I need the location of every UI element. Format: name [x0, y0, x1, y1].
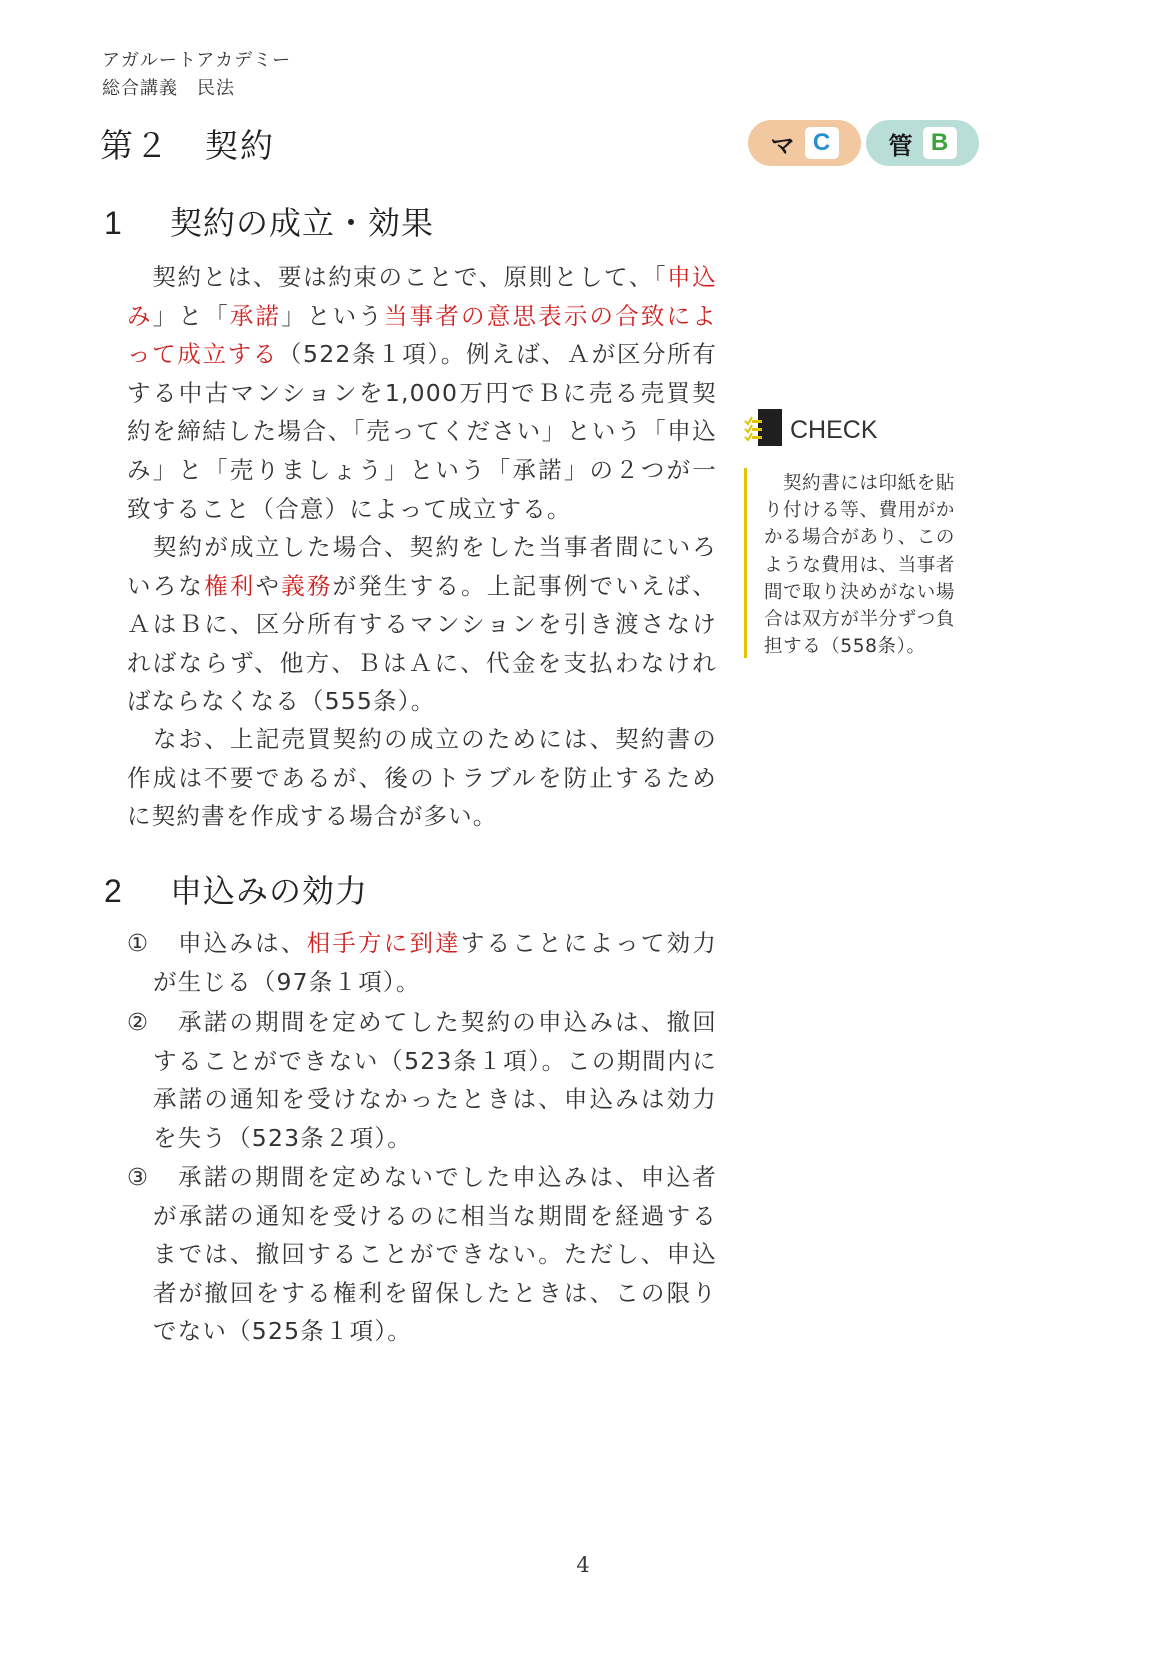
list-marker: ①	[127, 929, 150, 957]
text-run: 申込みは、	[177, 929, 307, 957]
list-marker: ③	[127, 1163, 150, 1191]
checklist-icon	[744, 408, 784, 452]
emphasis-text: 義務	[281, 571, 333, 600]
text-run: 承諾の期間を定めてした契約の申込みは、撤回することができない（523条１項）。この期間内に承諾の通知を受けなかったときは、申込みは効力を失う（523条２項）。	[153, 1008, 717, 1152]
text-run: が発生する。上記事例でいえば、ＡはＢに、区分所有するマンションを引き渡さなければならず、他方、ＢはＡに、代金を支払わなければならなくなる（555条）。	[127, 571, 717, 716]
text-run: や	[255, 571, 282, 600]
section-title: 契約の成立・効果	[170, 204, 435, 242]
list-item	[127, 1158, 717, 1351]
text-run: 」という	[281, 301, 384, 330]
emphasis-text: 当事者の意思表示の合致によって成立する	[127, 301, 717, 369]
emphasis-text: 権利	[204, 571, 256, 600]
emphasis-text: 承諾	[229, 301, 282, 330]
badge-ma-rank: C	[805, 127, 839, 159]
paragraph-contract-document	[127, 720, 717, 836]
badge-kan-label: 管	[888, 131, 913, 160]
header-publisher: アガルートアカデミー	[102, 50, 292, 71]
paragraph-contract-definition	[127, 258, 717, 528]
list-item	[127, 1003, 717, 1157]
section-number: 1	[104, 205, 123, 241]
check-note	[764, 470, 968, 660]
list-item	[127, 924, 717, 1001]
page-number: 4	[576, 1553, 590, 1577]
section-heading-1	[104, 198, 434, 244]
check-title: CHECK	[790, 415, 878, 444]
section-title: 申込みの効力	[170, 872, 369, 910]
text-run: 契約が成立した場合、契約をした当事者間にいろいろな	[127, 533, 717, 600]
offer-rule-1	[127, 924, 717, 1001]
text-run: 契約とは、要は約束のことで、原則として、「	[152, 263, 668, 291]
section-number: 2	[104, 873, 123, 909]
badge-ma	[748, 120, 861, 166]
badge-kan	[866, 120, 979, 166]
check-accent-bar	[744, 468, 747, 658]
text-run: なお、上記売買契約の成立のためには、契約書の作成は不要であるが、後のトラブルを防止するために契約書を作成する場合が多い。	[127, 725, 717, 831]
chapter-title: 第２ 契約	[100, 126, 275, 165]
list-marker: ②	[127, 1008, 150, 1036]
text-run: （522条１項）。例えば、Ａが区分所有する中古マンションを1,000万円でＢに売る売買契約を締結した場合、「売ってください」という「申込み」と「売りましょう」という「承諾」の２つが一致すること（合意）によって成立する。	[127, 340, 718, 523]
paragraph-contract-effect	[127, 528, 717, 721]
header-course: 総合講義 民法	[102, 78, 235, 99]
check-heading	[744, 408, 878, 452]
text-run: 契約書には印紙を貼り付ける等、費用がかかる場合があり、このような費用は、当事者間で取り決めがない場合は双方が半分ずつ負担する（558条）。	[764, 473, 956, 658]
text-run: 」と「	[152, 301, 230, 330]
text-run: 承諾の期間を定めないでした申込みは、申込者が承諾の通知を受けるのに相当な期間を経過するまでは、撤回することができない。ただし、申込者が撤回をする権利を留保したときは、この限りでない（525条１項）。	[153, 1163, 717, 1346]
emphasis-text: 相手方に到達	[306, 929, 461, 957]
offer-rule-2	[127, 1003, 717, 1157]
text-run: することによって効力が生じる（97条１項）。	[153, 929, 718, 996]
exam-badges	[748, 120, 984, 166]
offer-rule-3	[127, 1158, 717, 1351]
badge-ma-label: マ	[770, 131, 795, 160]
badge-kan-rank: B	[923, 127, 957, 159]
section-heading-2	[104, 866, 368, 912]
emphasis-text: 申込み	[127, 263, 717, 330]
